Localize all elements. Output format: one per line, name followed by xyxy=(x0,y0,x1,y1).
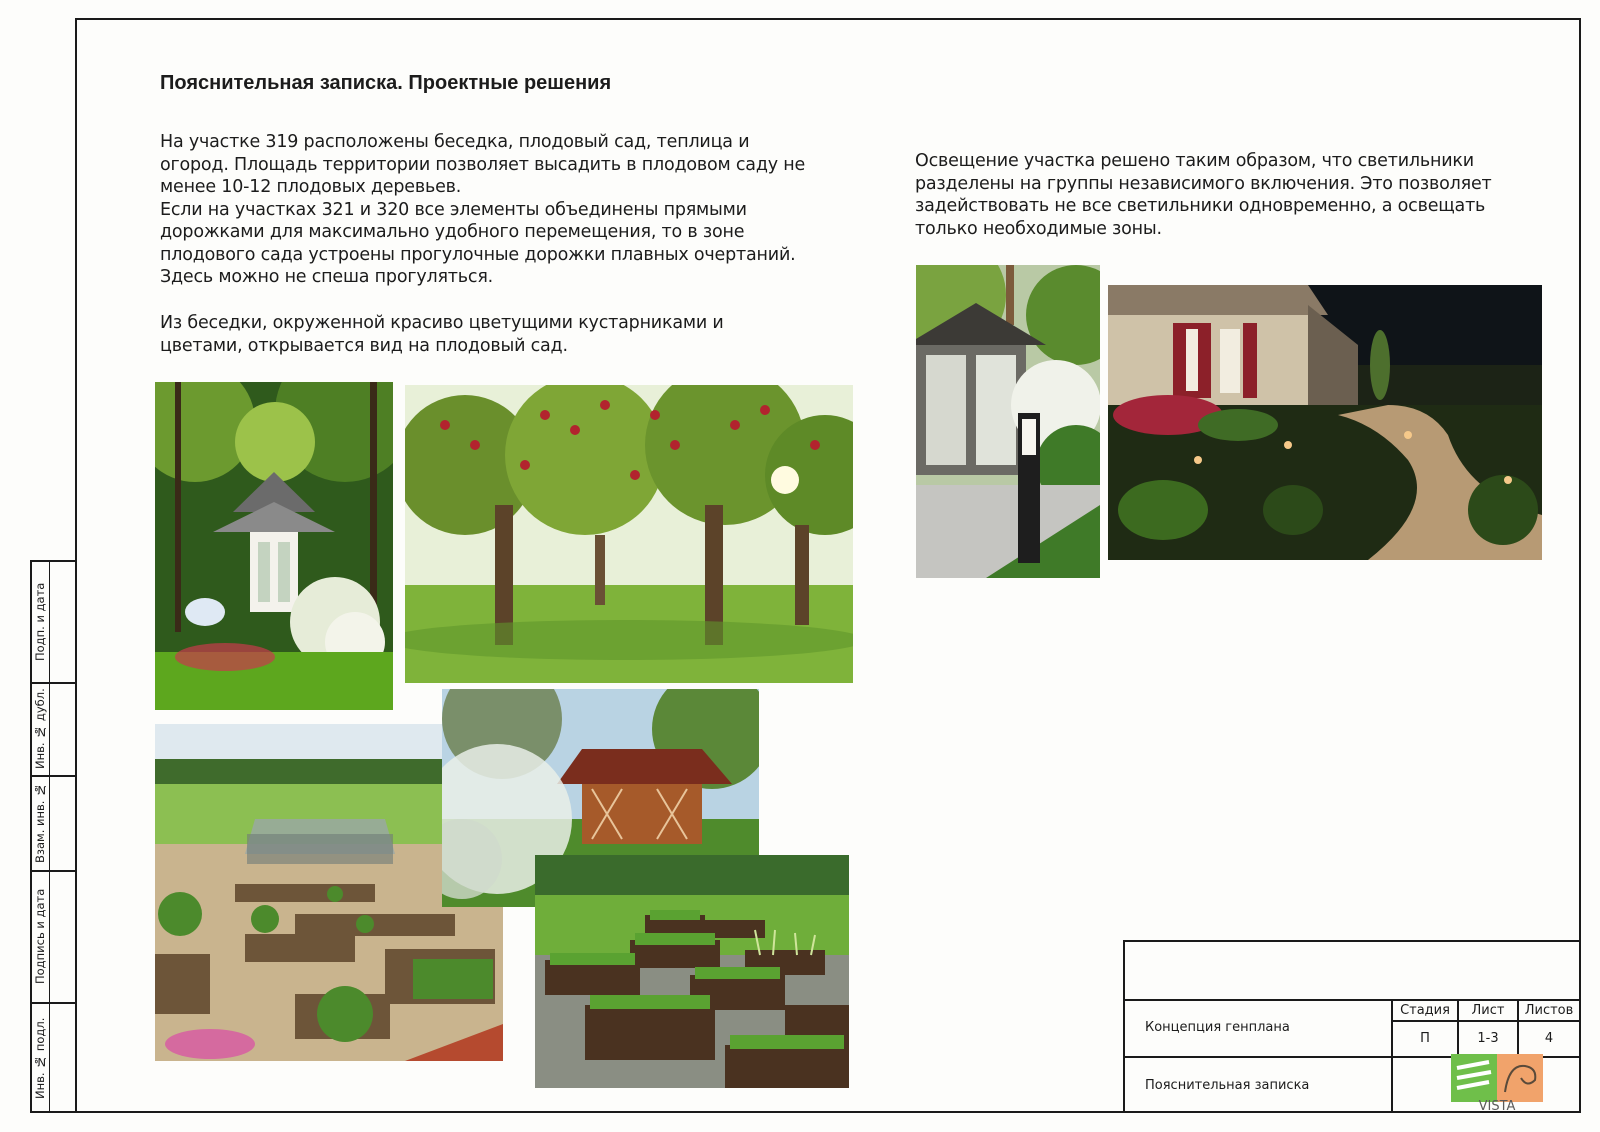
stamp-label-signature-and-date: Подпись и дата xyxy=(33,888,47,984)
sheet-value: 1-3 xyxy=(1477,1031,1499,1046)
left-paragraph-2: Из беседки, окруженной красиво цветущими кустарниками и цветами, открывается вид на плодовый сад. xyxy=(160,313,724,356)
stage-header: Стадия xyxy=(1400,1003,1450,1018)
night-path-lighting-photo xyxy=(1108,285,1542,560)
apple-orchard-photo xyxy=(405,385,853,683)
raised-beds-photo xyxy=(535,855,849,1088)
side-stamp xyxy=(30,560,77,1113)
sheets-header: Листов xyxy=(1524,1003,1574,1018)
vista-logo xyxy=(1451,1054,1543,1111)
stage-value: П xyxy=(1420,1031,1430,1046)
tb-line-header xyxy=(1391,1020,1579,1022)
stamp-label-replace-inv: Взам. инв. № xyxy=(33,782,47,863)
project-name: Концепция генплана xyxy=(1145,1020,1290,1035)
stamp-label-signature-date: Подп. и дата xyxy=(33,582,47,662)
sheet-header: Лист xyxy=(1471,1003,1505,1018)
page-title: Пояснительная записка. Проектные решения xyxy=(160,72,612,94)
sheets-value: 4 xyxy=(1544,1031,1554,1046)
stamp-label-original-inv: Инв. № подл. xyxy=(33,1017,47,1099)
gazebo-bollard-light-photo xyxy=(916,265,1100,578)
right-paragraph-1: Освещение участка решено таким образом, что светильники разделены на группы независимого включения. Это позволяет задействовать не все светильники одновременно, а освещать только необходимые зоны. xyxy=(915,151,1492,239)
sheet-title: Пояснительная записка xyxy=(1145,1078,1310,1093)
left-paragraph-1: На участке 319 расположены беседка, плодовый сад, теплица и огород. Площадь территории позволяет высадить в плодовом саду не менее 10-12 плодовых деревьев. Если на участках 321 и 320 все элементы объединены прямыми дорожками для максимально удобного перемещения, то в зоне плодового сада устроены прогулочные дорожки плавных очертаний. Здесь можно не спеша прогуляться. xyxy=(160,132,806,287)
white-gazebo-photo xyxy=(155,382,393,710)
logo-text: VISTA xyxy=(1478,1099,1516,1111)
tb-line-top xyxy=(1125,999,1579,1001)
stamp-label-duplicate-inv: Инв. № дубл. xyxy=(33,688,47,769)
title-block xyxy=(1123,940,1581,1113)
